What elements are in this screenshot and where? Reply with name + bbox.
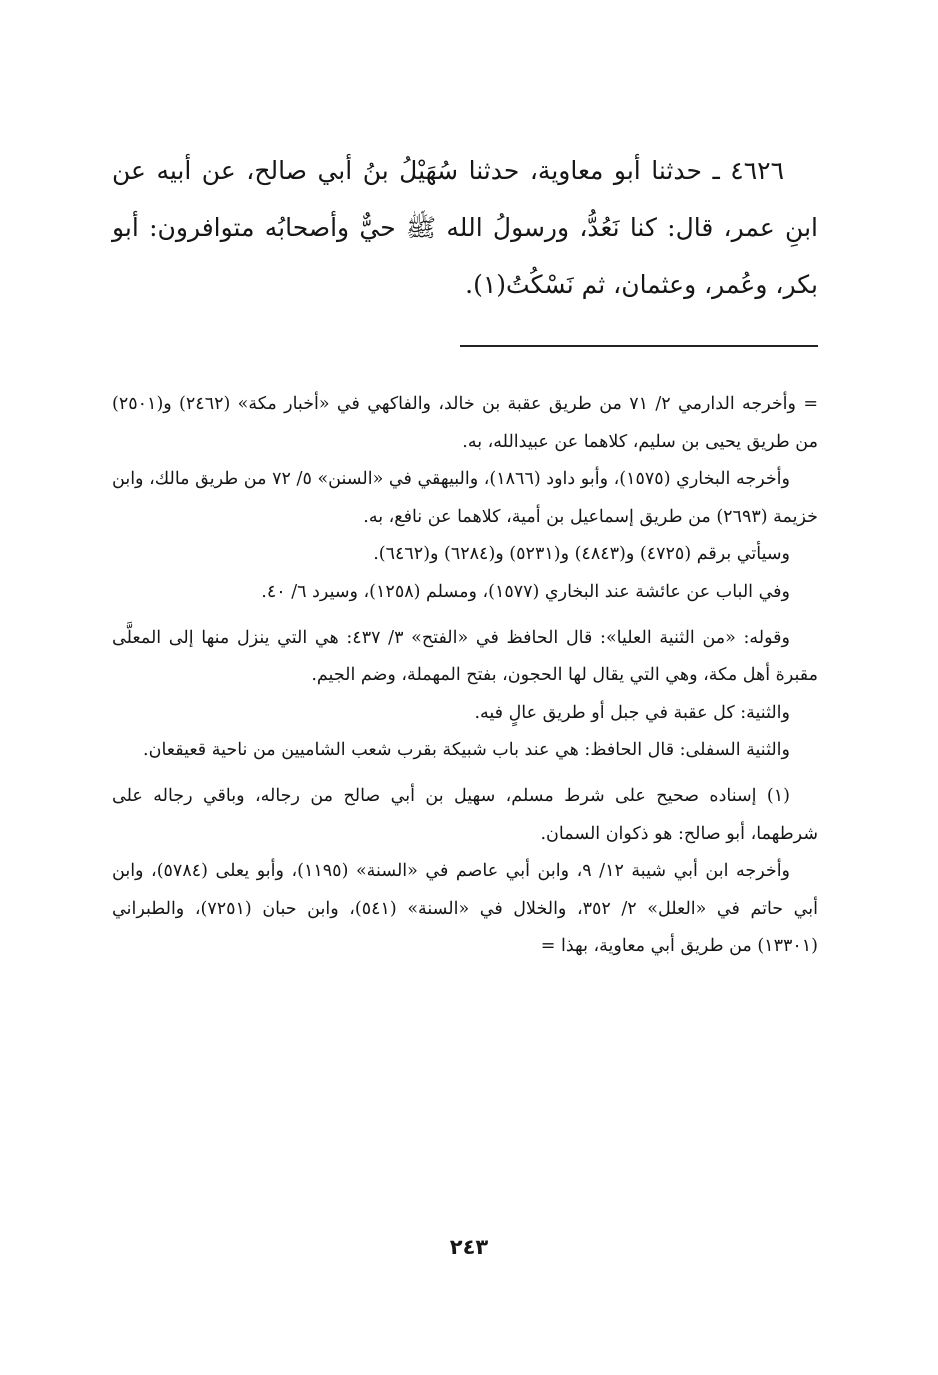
footnote-paragraph: وفي الباب عن عائشة عند البخاري (١٥٧٧)، ومسلم (١٢٥٨)، وسيرد ٦/ ٤٠. bbox=[261, 581, 790, 602]
footnote-1-paragraph: (١) إسناده صحيح على شرط مسلم، سهيل بن أبي صالح من رجاله، وباقي رجاله على شرطهما، أبو صالح: هو ذكوان السمان. bbox=[112, 785, 818, 844]
footnote-paragraph: وقوله: «من الثنية العليا»: قال الحافظ في «الفتح» ٣/ ٤٣٧: هي التي ينزل منها إلى المعلَّى مقبرة أهل مكة، وهي التي يقال لها الحجون، بفتح المهملة، وضم الجيم. bbox=[112, 627, 818, 686]
footnote-divider bbox=[460, 345, 818, 347]
footnote-paragraph: والثنية: كل عقبة في جبل أو طريق عالٍ فيه. bbox=[474, 702, 790, 723]
footnote-continuation-paragraph: = وأخرجه الدارمي ٢/ ٧١ من طريق عقبة بن خالد، والفاكهي في «أخبار مكة» (٢٤٦٢) و(٢٥٠١) من طريق يحيى بن سليم، كلاهما عن عبيدالله، به. bbox=[112, 394, 818, 452]
page-number: ٢٤٣ bbox=[449, 1235, 489, 1259]
footnotes-block bbox=[112, 386, 818, 966]
footnote-paragraph: وسيأتي برقم (٤٧٢٥) و(٤٨٤٣) و(٥٢٣١) و(٦٢٨٤) و(٦٤٦٢). bbox=[373, 544, 790, 565]
hadith-paragraph: ٤٦٢٦ ـ حدثنا أبو معاوية، حدثنا سُهَيْلُ بنُ أبي صالح، عن أبيه عن ابنِ عمر، قال: كنا نَعُدُّ، ورسولُ الله ﷺ حيٌّ وأصحابُه متوافرون: أبو بكر، وعُمر، وعثمان، ثم نَسْكُتُ(١). bbox=[112, 156, 818, 299]
footnote-paragraph: والثنية السفلى: قال الحافظ: هي عند باب شبيكة بقرب شعب الشاميين من ناحية قعيقعان. bbox=[143, 740, 790, 761]
hadith-text-block bbox=[112, 142, 818, 313]
footnote-paragraph: وأخرجه البخاري (١٥٧٥)، وأبو داود (١٨٦٦)، والبيهقي في «السنن» ٥/ ٧٢ من طريق مالك، وابن خزيمة (٢٦٩٣) من طريق إسماعيل بن أمية، كلاهما عن نافع، به. bbox=[112, 469, 818, 527]
footnote-paragraph: وأخرجه ابن أبي شيبة ١٢/ ٩، وابن أبي عاصم في «السنة» (١١٩٥)، وأبو يعلى (٥٧٨٤)، وابن أبي حاتم في «العلل» ٢/ ٣٥٢، والخلال في «السنة» (٥٤١)، وابن حبان (٧٢٥١)، والطبراني (١٣٣٠١) من طريق أبي معاوية، بهذا = bbox=[112, 861, 818, 957]
